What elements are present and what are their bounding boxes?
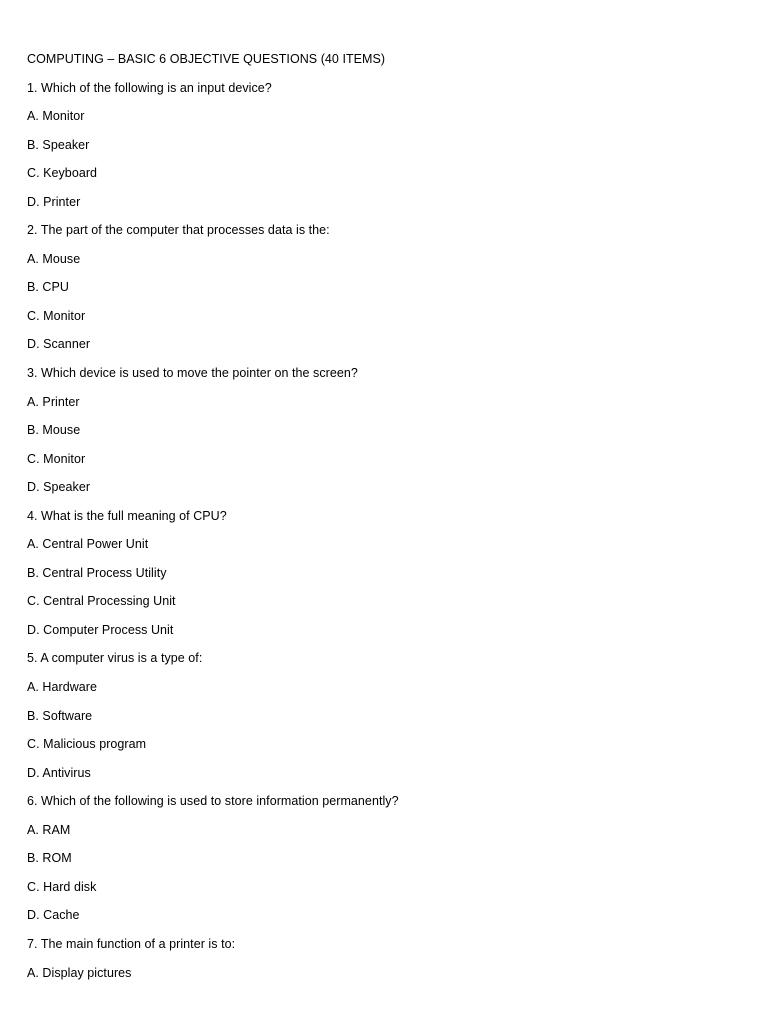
question-text: 6. Which of the following is used to store information permanently? xyxy=(27,794,399,809)
option-d: D. Scanner xyxy=(27,337,91,352)
option-c: C. Keyboard xyxy=(27,166,98,181)
option-b: B. Software xyxy=(27,708,93,723)
question-block-6 xyxy=(27,792,727,935)
question-text: 1. Which of the following is an input device? xyxy=(27,80,272,95)
option-c: C. Hard disk xyxy=(27,879,97,894)
option-a: A. Printer xyxy=(27,394,80,409)
option-c: C. Malicious program xyxy=(27,737,147,752)
document-body xyxy=(27,50,727,992)
option-a: A. Hardware xyxy=(27,680,98,695)
option-d: D. Speaker xyxy=(27,480,91,495)
option-a: A. Central Power Unit xyxy=(27,537,149,552)
question-text: 7. The main function of a printer is to: xyxy=(27,936,236,951)
question-text: 2. The part of the computer that processes data is the: xyxy=(27,223,330,238)
option-d: D. Printer xyxy=(27,194,81,209)
document-title: COMPUTING – BASIC 6 OBJECTIVE QUESTIONS (40 ITEMS) xyxy=(27,52,386,66)
option-c: C. Central Processing Unit xyxy=(27,594,176,609)
question-block-4 xyxy=(27,507,727,650)
question-block-5 xyxy=(27,649,727,792)
question-block-7 xyxy=(27,935,727,992)
question-text: 3. Which device is used to move the pointer on the screen? xyxy=(27,366,358,381)
question-block-2 xyxy=(27,221,727,364)
option-d: D. Computer Process Unit xyxy=(27,622,174,637)
option-a: A. RAM xyxy=(27,822,71,837)
option-d: D. Cache xyxy=(27,908,80,923)
option-c: C. Monitor xyxy=(27,308,86,323)
option-a: A. Display pictures xyxy=(27,965,132,980)
option-b: B. CPU xyxy=(27,280,69,295)
question-text: 5. A computer virus is a type of: xyxy=(27,651,203,666)
option-b: B. ROM xyxy=(27,851,72,866)
question-text: 4. What is the full meaning of CPU? xyxy=(27,508,227,523)
question-block-3 xyxy=(27,364,727,507)
option-a: A. Monitor xyxy=(27,109,85,124)
question-block-1 xyxy=(27,79,727,222)
option-b: B. Mouse xyxy=(27,423,81,438)
option-c: C. Monitor xyxy=(27,451,86,466)
option-b: B. Speaker xyxy=(27,137,90,152)
option-b: B. Central Process Utility xyxy=(27,565,167,580)
option-a: A. Mouse xyxy=(27,251,81,266)
option-d: D. Antivirus xyxy=(27,765,91,780)
